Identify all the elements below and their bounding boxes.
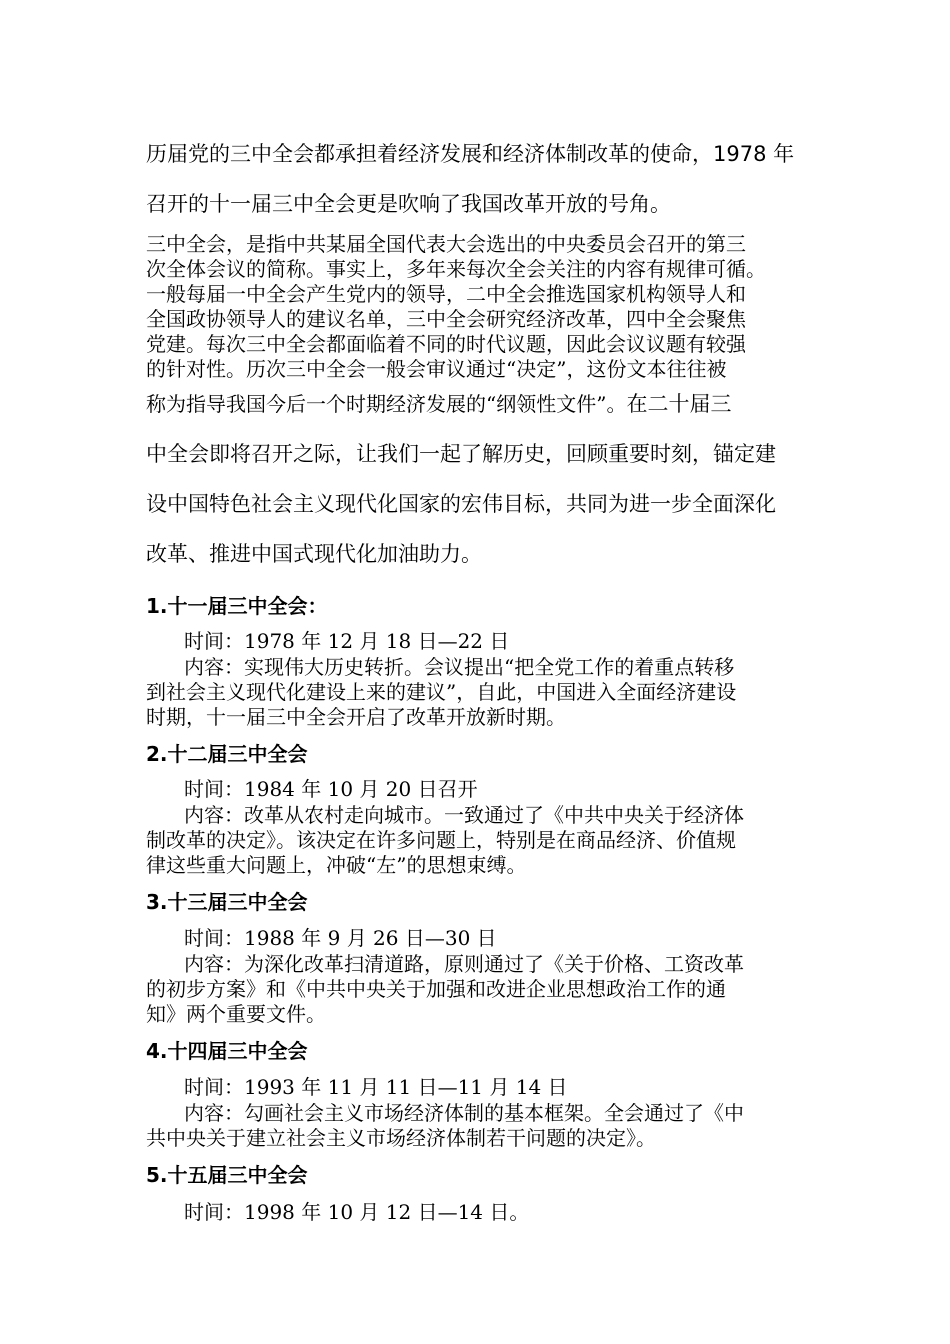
overview-line: 全国政协领导人的建议名单，三中全会研究经济改革，四中全会聚焦 xyxy=(146,307,746,331)
session-content-line: 知》两个重要文件。 xyxy=(146,1002,326,1026)
overview-mixed-sans: 在二十届三 xyxy=(626,392,732,416)
session-heading: 2.十二届三中全会 xyxy=(146,742,308,766)
intro-line-1: 历届党的三中全会都承担着经济发展和经济体制改革的使命，1978 年 xyxy=(146,142,795,166)
overview-mixed-line xyxy=(146,388,731,418)
session-heading: 5.十五届三中全会 xyxy=(146,1163,308,1187)
session-content-line: 时期，十一届三中全会开启了改革开放新时期。 xyxy=(146,705,566,729)
session-heading: 4.十四届三中全会 xyxy=(146,1039,308,1063)
overview-line: 一般每届一中全会产生党内的领导，二中全会推选国家机构领导人和 xyxy=(146,282,746,306)
session-time: 时间：1984 年 10 月 20 日召开 xyxy=(184,777,478,801)
session-content-line: 内容：勾画社会主义市场经济体制的基本框架。全会通过了《中 xyxy=(184,1101,744,1125)
overview-line: 三中全会，是指中共某届全国代表大会选出的中央委员会召开的第三 xyxy=(146,232,746,256)
intro-line-2: 召开的十一届三中全会更是吹响了我国改革开放的号角。 xyxy=(146,192,671,216)
session-time: 时间：1988 年 9 月 26 日—30 日 xyxy=(184,926,497,950)
session-content-line: 内容：实现伟大历史转折。会议提出“把全党工作的着重点转移 xyxy=(184,655,735,679)
overview-tail-line: 改革、推进中国式现代化加油助力。 xyxy=(146,542,482,566)
session-time: 时间：1978 年 12 月 18 日—22 日 xyxy=(184,629,510,653)
session-content-line: 共中央关于建立社会主义市场经济体制若干问题的决定》。 xyxy=(146,1126,656,1150)
session-content-line: 内容：改革从农村走向城市。一致通过了《中共中央关于经济体 xyxy=(184,803,744,827)
session-content-line: 内容：为深化改革扫清道路，原则通过了《关于价格、工资改革 xyxy=(184,952,744,976)
overview-tail-line: 中全会即将召开之际，让我们一起了解历史，回顾重要时刻，锚定建 xyxy=(146,442,776,466)
overview-line: 党建。每次三中全会都面临着不同的时代议题，因此会议议题有较强 xyxy=(146,332,746,356)
session-content-line: 制改革的决定》。该决定在许多问题上，特别是在商品经济、价值规 xyxy=(146,828,736,852)
session-heading: 1.十一届三中全会： xyxy=(146,594,328,618)
session-time: 时间：1998 年 10 月 12 日—14 日。 xyxy=(184,1200,530,1224)
overview-tail-line: 设中国特色社会主义现代化国家的宏伟目标，共同为进一步全面深化 xyxy=(146,492,776,516)
session-heading: 3.十三届三中全会 xyxy=(146,890,308,914)
overview-line: 的针对性。历次三中全会一般会审议通过“决定”，这份文本往往被 xyxy=(146,357,727,381)
session-content-line: 到社会主义现代化建设上来的建议”，自此，中国进入全面经济建设 xyxy=(146,680,737,704)
session-content-line: 律这些重大问题上，冲破“左”的思想束缚。 xyxy=(146,853,527,877)
overview-mixed-serif: 称为指导我国今后一个时期经济发展的“纲领性文件”。 xyxy=(146,392,627,416)
session-content-line: 的初步方案》和《中共中央关于加强和改进企业思想政治工作的通 xyxy=(146,977,726,1001)
session-time: 时间：1993 年 11 月 11 日—11 月 14 日 xyxy=(184,1075,568,1099)
overview-line: 次全体会议的简称。事实上，多年来每次全会关注的内容有规律可循。 xyxy=(146,257,766,281)
